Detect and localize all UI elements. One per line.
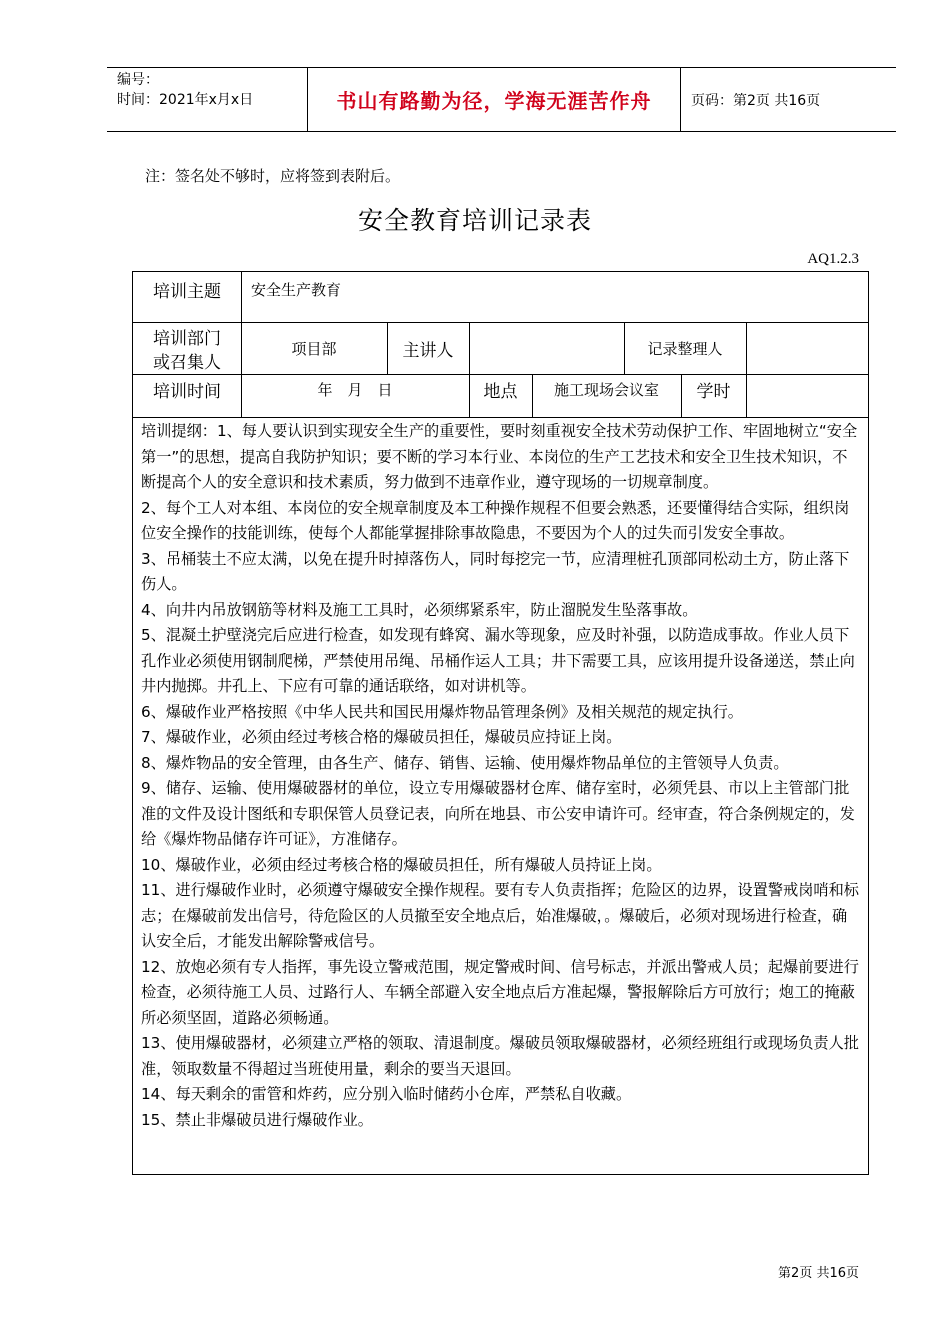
dept-label-line1: 培训部门 — [153, 328, 221, 349]
time-label: 培训时间 — [153, 381, 221, 402]
time-value: 年 月 日 — [317, 380, 393, 399]
header-meta — [117, 68, 307, 131]
hours-label: 学时 — [696, 381, 731, 402]
outline-item: 9、储存、运输、使用爆破器材的单位，设立专用爆破器材仓库、储存室时，必须凭县、市以上主管部门批准的文件及设计图纸和专职保管人员登记表，向所在地县、市公安申请许可。经审查，符合条例规定的，发给《爆炸物品储存许可证》，方准储存。 — [141, 779, 855, 848]
header-number: 编号： — [117, 72, 159, 88]
outline-item: 10、爆破作业，必须由经过考核合格的爆破员担任，所有爆破人员持证上岗。 — [141, 855, 662, 874]
speaker-label: 主讲人 — [402, 340, 454, 361]
training-record-table — [132, 271, 869, 1175]
place-label: 地点 — [483, 381, 518, 402]
topic-label: 培训主题 — [153, 281, 221, 302]
outline-item: 2、每个工人对本组、本岗位的安全规章制度及本工种操作规程不但要会熟悉，还要懂得结合实际，组织岗位安全操作的技能训练，使每个人都能掌握排除事故隐患，不要因为个人的过失而引发安全事故。 — [141, 498, 850, 542]
hours-value — [746, 374, 868, 404]
recorder-label: 记录整理人 — [647, 339, 723, 358]
page-header — [107, 67, 896, 132]
outline-item: 6、爆破作业严格按照《中华人民共和国民用爆炸物品管理条例》及相关规范的规定执行。 — [141, 702, 743, 721]
signature-note: 注：签名处不够时，应将签到表附后。 — [145, 167, 401, 185]
speaker-value — [469, 322, 624, 374]
header-motto: 书山有路勤为径，学海无涯苦作舟 — [336, 89, 652, 113]
col-divider — [241, 272, 242, 322]
outline-item: 14、每天剩余的雷管和炸药，应分别入临时储药小仓库，严禁私自收藏。 — [141, 1085, 632, 1103]
outline-item: 3、吊桶装土不应太满，以免在提升时掉落伤人，同时每挖完一节，应清理桩孔顶部同松动土方，防止落下伤人。 — [141, 549, 850, 593]
outline-item: 13、使用爆破器材，必须建立严格的领取、清退制度。爆破员领取爆破器材，必须经班组行或现场负责人批准，领取数量不得超过当班使用量，剩余的要当天退回。 — [141, 1034, 859, 1078]
outline-item: 培训提纲：1、每人要认识到实现安全生产的重要性，要时刻重视安全技术劳动保护工作、牢固地树立“安全第一”的思想，提高自我防护知识；要不断的学习本行业、本岗位的生产工艺技术和安全卫生技术知识，不断提高个人的安全意识和技术素质，努力做到不违章作业，遵守现场的一切规章制度。 — [141, 422, 858, 491]
outline-item: 12、放炮必须有专人指挥，事先设立警戒范围，规定警戒时间、信号标志，并派出警戒人员；起爆前要进行检查，必须待施工人员、过路行人、车辆全部避入安全地点后方准起爆，警报解除后方可放行；炮工的掩蔽所必须坚固，道路必须畅通。 — [141, 957, 859, 1027]
outline-item: 7、爆破作业，必须由经过考核合格的爆破员担任，爆破员应持证上岗。 — [141, 728, 622, 746]
row-divider — [133, 417, 868, 418]
place-value: 施工现场会议室 — [553, 380, 659, 399]
dept-value: 项目部 — [291, 339, 337, 358]
recorder-value — [746, 322, 868, 374]
page-footer: 第2页 共16页 — [778, 1266, 859, 1281]
header-page-info: 页码：第2页 共16页 — [691, 92, 821, 109]
header-time: 时间：2021年x月x日 — [117, 92, 254, 108]
outline-item: 5、混凝土护壁浇完后应进行检查，如发现有蜂窝、漏水等现象，应及时补强，以防造成事故。作业人员下孔作业必须使用钢制爬梯，严禁使用吊绳、吊桶作运人工具；井下需要工具，应该用提升设备递送，禁止向井内抛掷。井孔上、下应有可靠的通话联络，如对讲机等。 — [141, 626, 855, 695]
header-divider — [680, 68, 681, 131]
training-outline — [141, 419, 861, 1133]
topic-value: 安全生产教育 — [251, 280, 342, 299]
page-title: 安全教育培训记录表 — [357, 206, 592, 235]
outline-item: 4、向井内吊放钢筋等材料及施工工具时，必须绑紧系牢，防止溜脱发生坠落事故。 — [141, 600, 698, 619]
dept-label-line2: 或召集人 — [153, 352, 221, 373]
outline-item: 11、进行爆破作业时，必须遵守爆破安全操作规程。要有专人负责指挥；危险区的边界，设置警戒岗哨和标志；在爆破前发出信号，待危险区的人员撤至安全地点后，始准爆破，。爆破后，必须对现场进行检查，确认安全后，才能发出解除警戒信号。 — [141, 881, 859, 950]
outline-item: 15、禁止非爆破员进行爆破作业。 — [141, 1110, 373, 1129]
outline-item: 8、爆炸物品的安全管理，由各生产、储存、销售、运输、使用爆炸物品单位的主管领导人负责。 — [141, 753, 789, 772]
form-code: AQ1.2.3 — [807, 251, 859, 267]
